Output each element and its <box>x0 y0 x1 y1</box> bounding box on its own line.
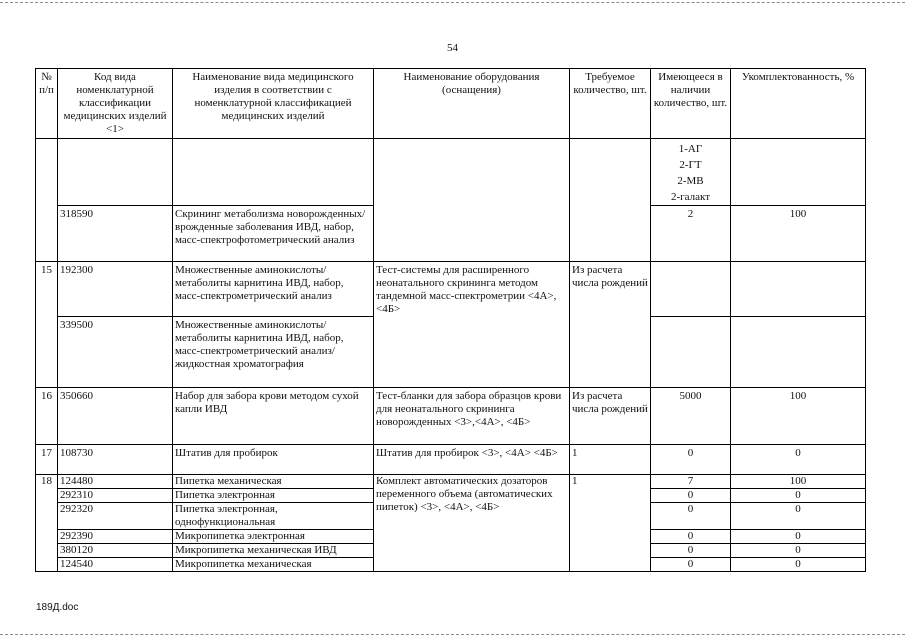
cell-num: 16 <box>36 388 58 445</box>
cell-required: Из расчета числа рождений <box>570 388 651 445</box>
cell-num: 17 <box>36 445 58 475</box>
lab-line: 2-МВ <box>677 175 704 187</box>
header-code: Код вида номенклатурной классификации медицинских изделий <1> <box>58 69 173 139</box>
cell-required: 1 <box>570 475 651 572</box>
cell-code: 124480 <box>58 475 173 489</box>
cell-name: Пипетка электронная <box>173 489 374 503</box>
cell-name: Штатив для пробирок <box>173 445 374 475</box>
cell-completeness: 100 <box>731 475 866 489</box>
cell-required <box>570 139 651 262</box>
lab-line: 1-АГ <box>678 143 703 155</box>
cell-available: 0 <box>651 445 731 475</box>
cell-code: 292310 <box>58 489 173 503</box>
cell-completeness: 0 <box>731 445 866 475</box>
cell-name: Множественные аминокислоты/метаболиты карнитина ИВД, набор, масс-спектрометрический анализ <box>173 262 374 317</box>
cell-available: 5000 <box>651 388 731 445</box>
cell-code: 292390 <box>58 530 173 544</box>
cell-equipment: Тест-бланки для забора образцов крови для неонатального скрининга новорожденных <3>,<4А>, <4Б> <box>374 388 570 445</box>
header-num: № п/п <box>36 69 58 139</box>
cell-name: Скрининг метаболизма новорожденных/врожденные заболевания ИВД, набор, масс-спектрофотометрический анализ <box>173 206 374 262</box>
table-row <box>36 139 866 206</box>
cell-code: 292320 <box>58 503 173 530</box>
cell-code: 192300 <box>58 262 173 317</box>
cell-lab-list <box>651 139 731 206</box>
lab-line: 2-галакт <box>670 191 711 203</box>
cell-completeness: 0 <box>731 503 866 530</box>
cell-completeness: 100 <box>731 388 866 445</box>
cell-name: Множественные аминокислоты/метаболиты карнитина ИВД, набор, масс-спектрометрический анализ/жидкостная хроматография <box>173 317 374 388</box>
cell-code: 350660 <box>58 388 173 445</box>
cell-name: Набор для забора крови методом сухой капли ИВД <box>173 388 374 445</box>
cell-name: Пипетка электронная, однофункциональная <box>173 503 374 530</box>
cell-name: Микропипетка механическая ИВД <box>173 544 374 558</box>
cell-completeness: 0 <box>731 544 866 558</box>
cell-available: 7 <box>651 475 731 489</box>
cell-available: 0 <box>651 558 731 572</box>
cell-code <box>58 139 173 206</box>
cell-available <box>651 317 731 388</box>
page-bottom-edge <box>0 634 905 635</box>
page-top-edge <box>0 2 905 3</box>
cell-available: 0 <box>651 489 731 503</box>
file-name-footer: 189Д.doc <box>36 602 79 613</box>
header-equipment: Наименование оборудования (оснащения) <box>374 69 570 139</box>
cell-available: 0 <box>651 503 731 530</box>
page-number: 54 <box>447 42 458 54</box>
cell-equipment: Тест-системы для расширенного неонатального скрининга методом тандемной масс-спектрометрии <4А>, <4Б> <box>374 262 570 388</box>
table-row <box>36 388 866 445</box>
table-row <box>36 475 866 489</box>
cell-completeness: 0 <box>731 530 866 544</box>
cell-completeness <box>731 139 866 206</box>
lab-line: 2-ГТ <box>679 159 702 171</box>
cell-equipment <box>374 139 570 262</box>
header-completeness: Укомплектованность, % <box>731 69 866 139</box>
cell-num: 18 <box>36 475 58 572</box>
cell-code: 339500 <box>58 317 173 388</box>
cell-num <box>36 139 58 262</box>
cell-code: 124540 <box>58 558 173 572</box>
cell-required: 1 <box>570 445 651 475</box>
cell-equipment: Комплект автоматических дозаторов переменного объема (автоматических пипеток) <3>, <4А>, <4Б> <box>374 475 570 572</box>
header-available: Имеющееся в наличии количество, шт. <box>651 69 731 139</box>
cell-completeness: 0 <box>731 558 866 572</box>
table-row <box>36 262 866 317</box>
cell-name <box>173 139 374 206</box>
cell-completeness: 0 <box>731 489 866 503</box>
cell-required: Из расчета числа рождений <box>570 262 651 388</box>
equipment-table <box>35 68 866 572</box>
cell-name: Пипетка механическая <box>173 475 374 489</box>
cell-completeness <box>731 317 866 388</box>
table-header-row <box>36 69 866 139</box>
cell-completeness <box>731 262 866 317</box>
cell-name: Микропипетка механическая <box>173 558 374 572</box>
cell-code: 380120 <box>58 544 173 558</box>
cell-available: 0 <box>651 530 731 544</box>
cell-available <box>651 262 731 317</box>
table-row <box>36 445 866 475</box>
header-name: Наименование вида медицинского изделия в соответствии с номенклатурной классификацией медицинских изделий <box>173 69 374 139</box>
cell-code: 318590 <box>58 206 173 262</box>
cell-code: 108730 <box>58 445 173 475</box>
cell-available: 2 <box>651 206 731 262</box>
header-required: Требуемое количество, шт. <box>570 69 651 139</box>
cell-name: Микропипетка электронная <box>173 530 374 544</box>
cell-num: 15 <box>36 262 58 388</box>
cell-equipment: Штатив для пробирок <3>, <4А> <4Б> <box>374 445 570 475</box>
cell-available: 0 <box>651 544 731 558</box>
cell-completeness: 100 <box>731 206 866 262</box>
